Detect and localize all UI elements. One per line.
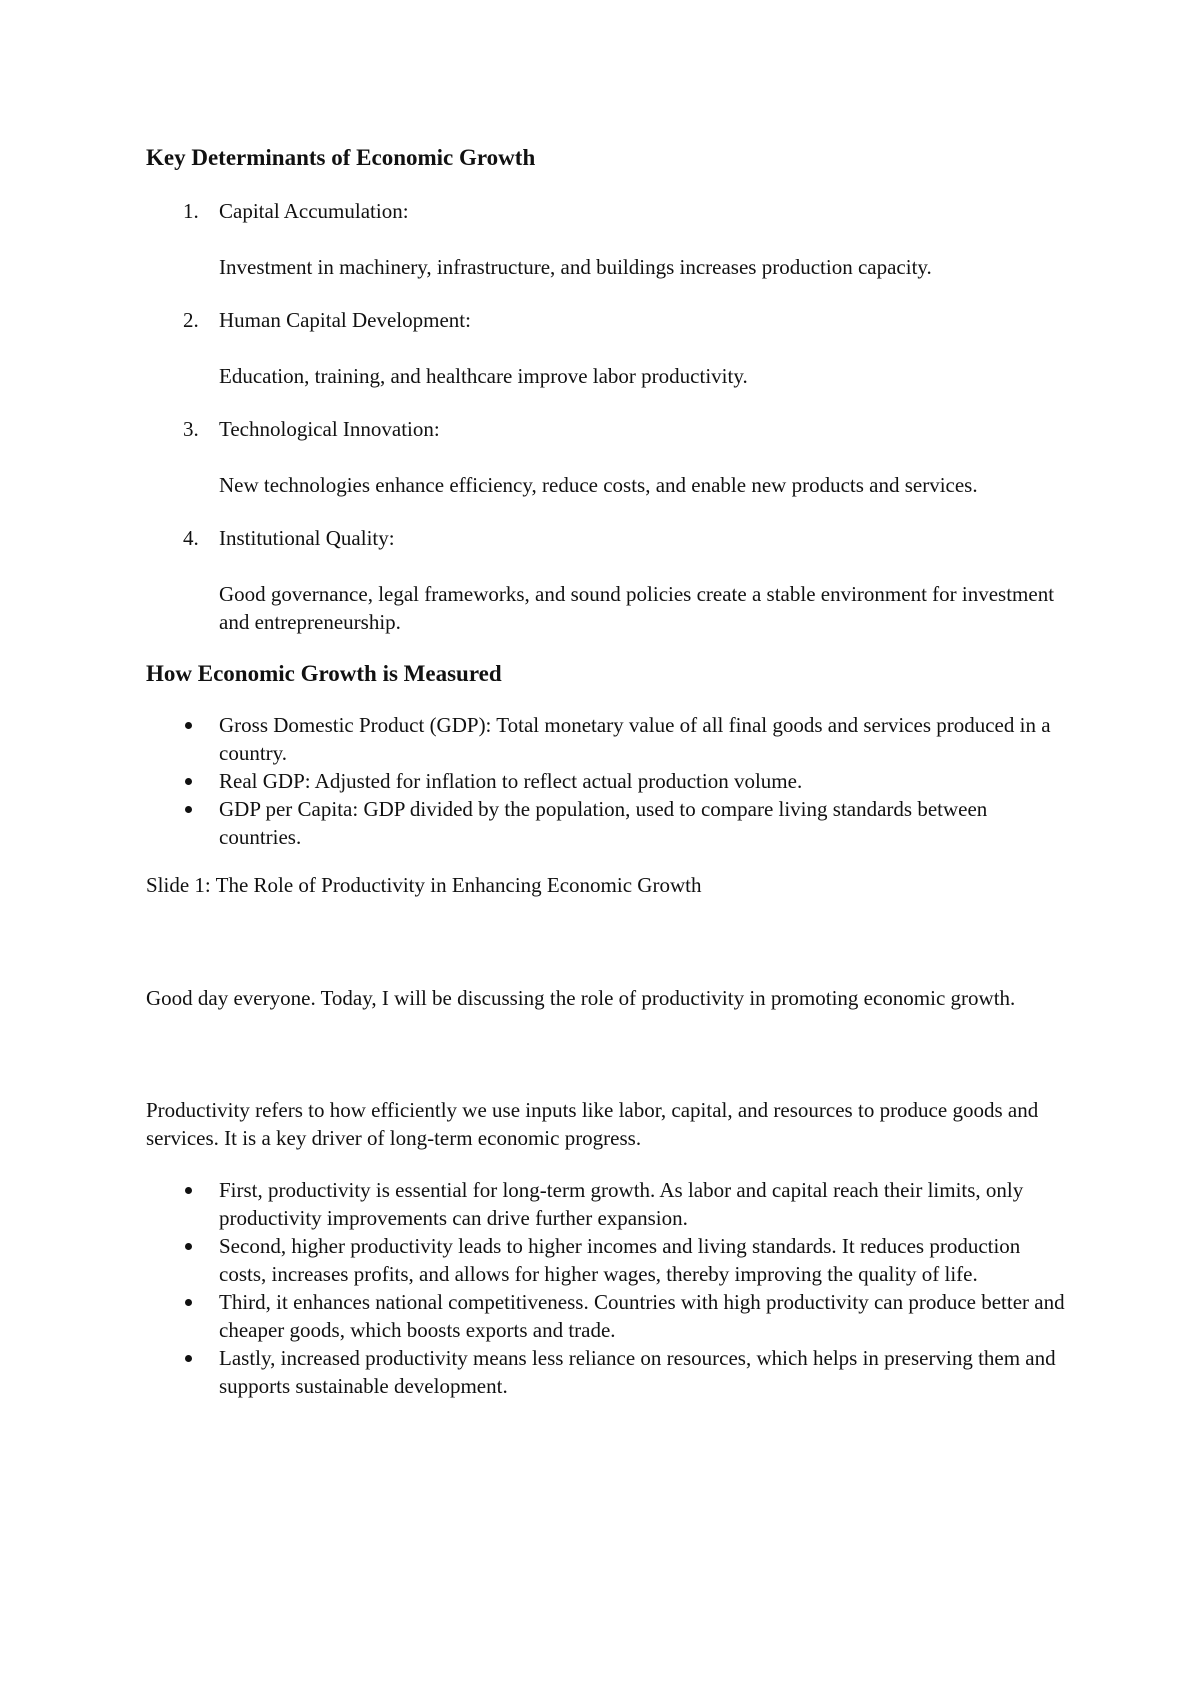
bullet-item: Gross Domestic Product (GDP): Total monetary value of all final goods and services produced in a country. — [146, 711, 1066, 767]
list-item — [146, 306, 1066, 390]
bullet-item: Second, higher productivity leads to higher incomes and living standards. It reduces production costs, increases profits, and allows for higher wages, thereby improving the quality of life. — [146, 1232, 1066, 1288]
list-item-number: 2. — [183, 308, 199, 332]
list-item — [146, 524, 1066, 636]
measurement-list — [146, 711, 1066, 851]
list-item-number: 3. — [183, 417, 199, 441]
list-item-description: New technologies enhance efficiency, reduce costs, and enable new products and services. — [219, 473, 978, 497]
list-item-description: Investment in machinery, infrastructure, and buildings increases production capacity. — [219, 255, 932, 279]
list-item-title: Capital Accumulation: — [219, 199, 409, 223]
definition-paragraph: Productivity refers to how efficiently we use inputs like labor, capital, and resources to produce goods and services. It is a key driver of long-term economic progress. — [146, 1098, 1039, 1150]
list-item-title: Human Capital Development: — [219, 308, 471, 332]
section-heading-determinants: Key Determinants of Economic Growth — [146, 145, 536, 170]
list-item — [146, 415, 1066, 499]
determinants-list — [146, 197, 1066, 636]
bullet-item: Lastly, increased productivity means less reliance on resources, which helps in preserving them and supports sustainable development. — [146, 1344, 1066, 1400]
list-item-number: 1. — [183, 199, 199, 223]
document-body — [146, 143, 1066, 1400]
bullet-item: First, productivity is essential for long-term growth. As labor and capital reach their limits, only productivity improvements can drive further expansion. — [146, 1176, 1066, 1232]
slide-title: Slide 1: The Role of Productivity in Enhancing Economic Growth — [146, 873, 702, 897]
list-item-description: Education, training, and healthcare improve labor productivity. — [219, 364, 748, 388]
list-item-number: 4. — [183, 526, 199, 550]
list-item-title: Technological Innovation: — [219, 417, 440, 441]
bullet-item: GDP per Capita: GDP divided by the population, used to compare living standards between countries. — [146, 795, 1066, 851]
list-item — [146, 197, 1066, 281]
bullet-item: Third, it enhances national competitiveness. Countries with high productivity can produce better and cheaper goods, which boosts exports and trade. — [146, 1288, 1066, 1344]
intro-paragraph: Good day everyone. Today, I will be discussing the role of productivity in promoting economic growth. — [146, 986, 1016, 1010]
section-heading-measurement: How Economic Growth is Measured — [146, 661, 502, 686]
bullet-item: Real GDP: Adjusted for inflation to reflect actual production volume. — [146, 767, 1066, 795]
productivity-points-list — [146, 1176, 1066, 1400]
list-item-title: Institutional Quality: — [219, 526, 395, 550]
list-item-description: Good governance, legal frameworks, and sound policies create a stable environment for investment and entrepreneurship. — [219, 582, 1055, 634]
